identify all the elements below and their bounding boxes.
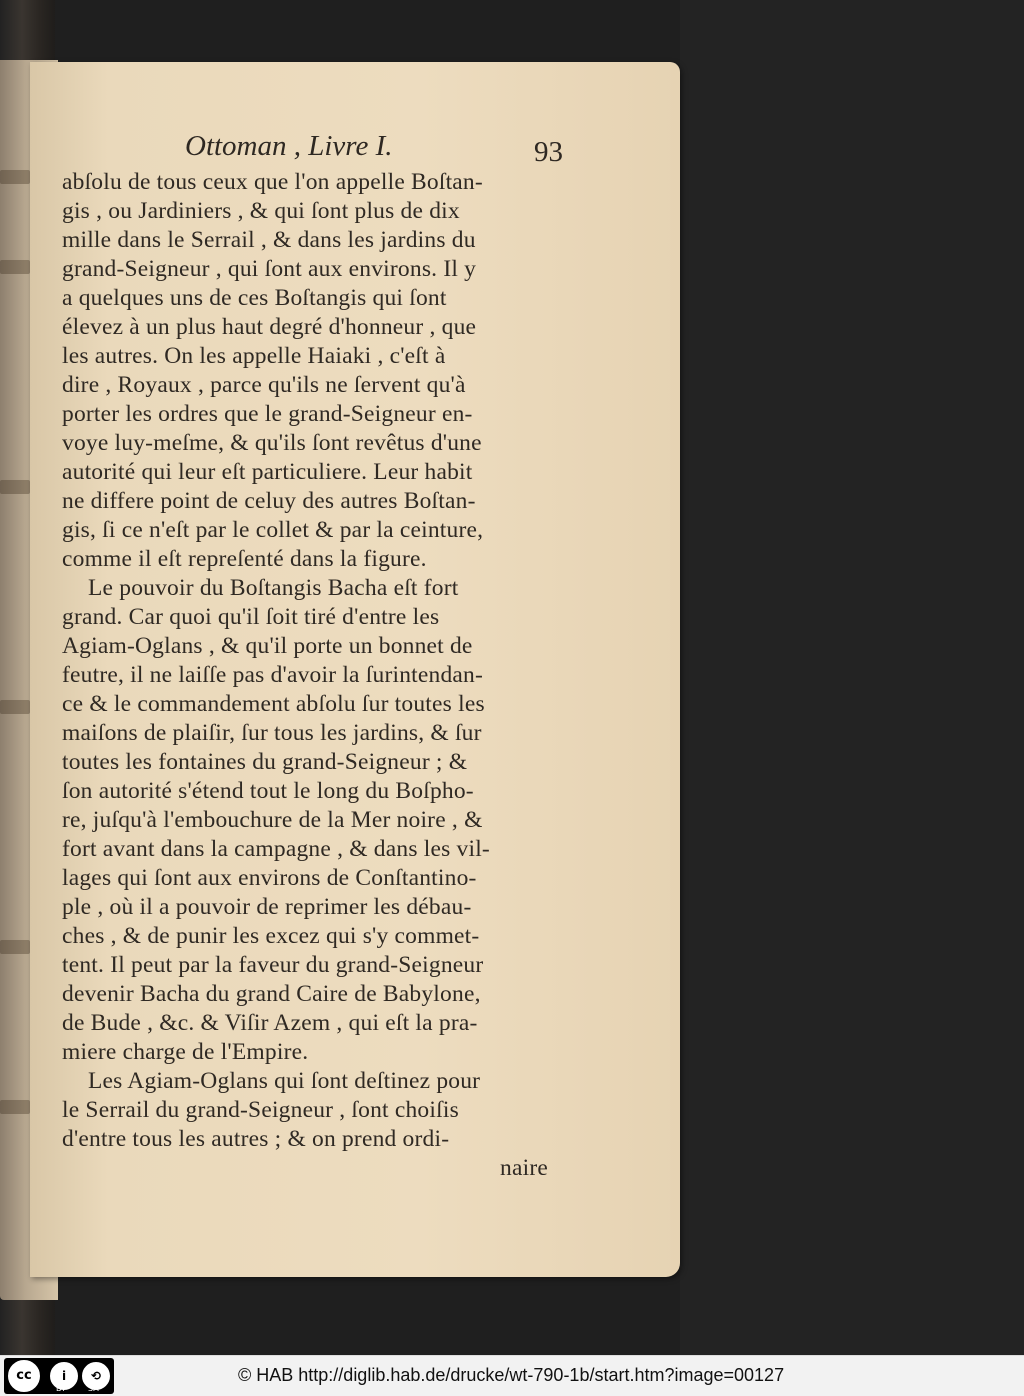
text-line: gis , ou Jardiniers , & qui ſont plus de dix	[62, 198, 460, 224]
ink-bleed	[0, 940, 30, 954]
text-line: ne differe point de celuy des autres Boſtan-	[62, 488, 476, 514]
text-line: Le pouvoir du Boſtangis Bacha eſt fort	[88, 575, 459, 601]
text-line: d'entre tous les autres ; & on prend ordi-	[62, 1126, 450, 1152]
text-line: voye luy-meſme, & qu'ils ſont revêtus d'une	[62, 430, 482, 456]
text-line: re, juſqu'à l'embouchure de la Mer noire , &	[62, 807, 483, 833]
text-line: a quelques uns de ces Boſtangis qui ſont	[62, 285, 447, 311]
text-line: lages qui ſont aux environs de Conſtantino-	[62, 865, 477, 891]
by-label: BY	[56, 1384, 66, 1393]
text-line: Agiam-Oglans , & qu'il porte un bonnet de	[62, 633, 473, 659]
text-line: fort avant dans la campagne , & dans les vil-	[62, 836, 490, 862]
text-line: gis, ſi ce n'eſt par le collet & par la ceinture,	[62, 517, 484, 543]
ink-bleed	[0, 480, 30, 494]
text-line: les autres. On les appelle Haiaki , c'eſt à	[62, 343, 446, 369]
text-line: devenir Bacha du grand Caire de Babylone,	[62, 981, 481, 1007]
text-line: de Bude , &c. & Viſir Azem , qui eſt la pra-	[62, 1010, 478, 1036]
text-line: tent. Il peut par la faveur du grand-Seigneur	[62, 952, 484, 978]
text-line: comme il eſt repreſenté dans la figure.	[62, 546, 427, 572]
ink-bleed	[0, 260, 30, 274]
text-line: ce & le commandement abſolu ſur toutes les	[62, 691, 485, 717]
text-line: dire , Royaux , parce qu'ils ne ſervent qu'à	[62, 372, 466, 398]
text-line: toutes les fontaines du grand-Seigneur ; &	[62, 749, 468, 775]
ink-bleed	[0, 170, 30, 184]
running-head: Ottoman , Livre I.	[185, 130, 393, 162]
text-line: feutre, il ne laiſſe pas d'avoir la ſurintendan-	[62, 662, 484, 688]
text-line: autorité qui leur eſt particuliere. Leur habit	[62, 459, 473, 485]
text-line: grand. Car quoi qu'il ſoit tiré d'entre les	[62, 604, 440, 630]
text-line: ple , où il a pouvoir de reprimer les débau-	[62, 894, 472, 920]
text-line: maiſons de plaiſir, ſur tous les jardins, & ſur	[62, 720, 482, 746]
text-line: abſolu de tous ceux que l'on appelle Boſtan-	[62, 169, 483, 195]
text-line: naire	[500, 1155, 548, 1181]
cc-icon: cc	[8, 1360, 40, 1392]
ink-bleed	[0, 700, 30, 714]
sa-label: SA	[88, 1384, 99, 1393]
dark-backdrop	[680, 0, 1024, 1355]
footer-bar	[0, 1355, 1024, 1396]
text-line: porter les ordres que le grand-Seigneur en-	[62, 401, 473, 427]
copyright-url[interactable]: © HAB http://diglib.hab.de/drucke/wt-790-1b/start.htm?image=00127	[238, 1365, 785, 1385]
text-line: Les Agiam-Oglans qui ſont deſtinez pour	[88, 1068, 481, 1094]
page-number: 93	[534, 136, 563, 168]
attribution-icon: i	[50, 1362, 78, 1390]
text-line: ſon autorité s'étend tout le long du Boſpho-	[62, 778, 474, 804]
cc-license-badge[interactable]	[4, 1358, 114, 1394]
ink-bleed	[0, 1100, 30, 1114]
share-alike-icon: ⟲	[82, 1362, 110, 1390]
text-line: le Serrail du grand-Seigneur , ſont choiſis	[62, 1097, 459, 1123]
text-line: mille dans le Serrail , & dans les jardins du	[62, 227, 476, 253]
text-line: ches , & de punir les excez qui s'y commet-	[62, 923, 480, 949]
text-line: grand-Seigneur , qui ſont aux environs. Il y	[62, 256, 477, 282]
text-line: miere charge de l'Empire.	[62, 1039, 309, 1065]
text-line: élevez à un plus haut degré d'honneur , que	[62, 314, 477, 340]
body-text	[62, 168, 562, 1183]
